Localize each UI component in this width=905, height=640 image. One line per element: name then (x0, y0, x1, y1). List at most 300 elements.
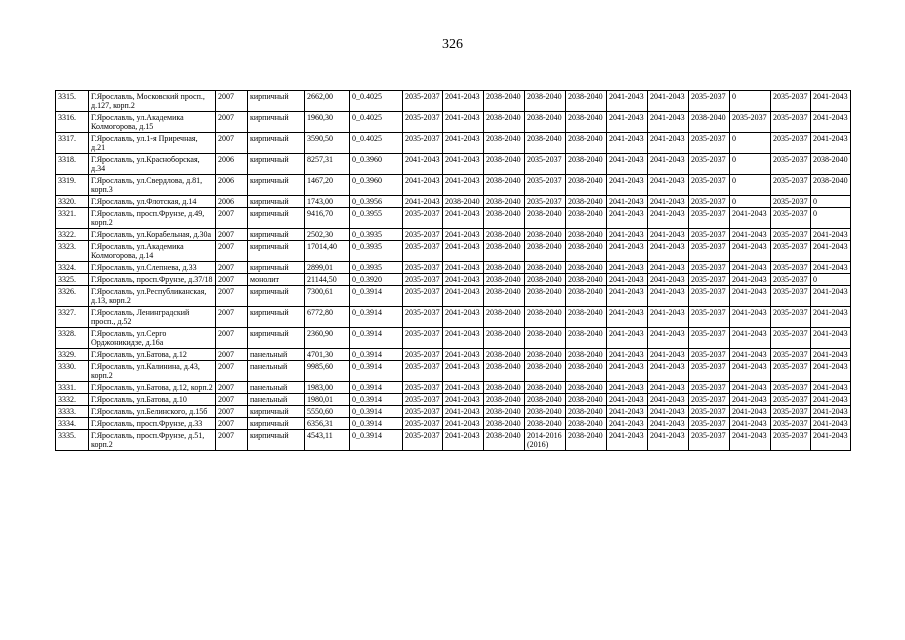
period-cell: 2041-2043 (403, 196, 443, 208)
coefficient-cell: 0_0.3935 (350, 262, 403, 274)
address-cell: Г.Ярославль, ул.Белинского, д.15б (89, 406, 216, 418)
period-cell: 2035-2037 (689, 154, 730, 175)
coefficient-cell: 0_0.3920 (350, 274, 403, 286)
period-cell: 2038-2040 (525, 91, 566, 112)
period-cell: 2041-2043 (648, 361, 689, 382)
wall-material-cell: кирпичный (248, 430, 305, 451)
period-cell: 2041-2043 (811, 91, 851, 112)
period-cell: 2038-2040 (484, 418, 525, 430)
table-row (56, 286, 851, 307)
period-cell: 2041-2043 (811, 307, 851, 328)
period-cell: 2038-2040 (484, 112, 525, 133)
period-cell: 2038-2040 (525, 394, 566, 406)
year-cell: 2007 (216, 208, 248, 229)
period-cell: 2041-2043 (607, 175, 648, 196)
row-number-cell: 3333. (56, 406, 89, 418)
period-cell: 2038-2040 (566, 154, 607, 175)
row-number-cell: 3326. (56, 286, 89, 307)
period-cell: 2041-2043 (730, 349, 771, 361)
period-cell: 2041-2043 (648, 208, 689, 229)
period-cell: 2038-2040 (484, 274, 525, 286)
period-cell: 2041-2043 (443, 430, 484, 451)
period-cell: 2041-2043 (443, 361, 484, 382)
address-cell: Г.Ярославль, Ленинградский просп., д.52 (89, 307, 216, 328)
period-cell: 0 (730, 91, 771, 112)
period-cell: 2041-2043 (443, 349, 484, 361)
address-cell: Г.Ярославль, ул.Республиканская, д.13, корп.2 (89, 286, 216, 307)
period-cell: 2035-2037 (403, 112, 443, 133)
wall-material-cell: кирпичный (248, 208, 305, 229)
year-cell: 2006 (216, 154, 248, 175)
period-cell: 2035-2037 (771, 196, 811, 208)
period-cell: 2041-2043 (443, 262, 484, 274)
period-cell: 2041-2043 (811, 262, 851, 274)
period-cell: 2035-2037 (771, 406, 811, 418)
period-cell: 2038-2040 (566, 196, 607, 208)
table-row (56, 394, 851, 406)
period-cell: 2035-2037 (689, 406, 730, 418)
wall-material-cell: кирпичный (248, 175, 305, 196)
period-cell: 2041-2043 (607, 133, 648, 154)
period-cell: 2035-2037 (403, 241, 443, 262)
wall-material-cell: монолит (248, 274, 305, 286)
area-cell: 5550,60 (305, 406, 350, 418)
year-cell: 2007 (216, 112, 248, 133)
period-cell: 2041-2043 (607, 418, 648, 430)
wall-material-cell: кирпичный (248, 241, 305, 262)
wall-material-cell: кирпичный (248, 328, 305, 349)
wall-material-cell: кирпичный (248, 307, 305, 328)
period-cell: 2035-2037 (771, 382, 811, 394)
period-cell: 2035-2037 (771, 262, 811, 274)
period-cell: 2041-2043 (607, 307, 648, 328)
period-cell: 2038-2040 (566, 91, 607, 112)
period-cell: 2038-2040 (525, 133, 566, 154)
row-number-cell: 3330. (56, 361, 89, 382)
period-cell: 2038-2040 (484, 361, 525, 382)
period-cell: 2041-2043 (443, 229, 484, 241)
row-number-cell: 3317. (56, 133, 89, 154)
period-cell: 2035-2037 (525, 196, 566, 208)
area-cell: 6772,80 (305, 307, 350, 328)
area-cell: 3590,50 (305, 133, 350, 154)
year-cell: 2006 (216, 196, 248, 208)
period-cell: 2038-2040 (566, 274, 607, 286)
row-number-cell: 3315. (56, 91, 89, 112)
period-cell: 2041-2043 (730, 394, 771, 406)
table-row (56, 154, 851, 175)
wall-material-cell: кирпичный (248, 262, 305, 274)
period-cell: 2041-2043 (730, 361, 771, 382)
area-cell: 1960,30 (305, 112, 350, 133)
period-cell: 2041-2043 (811, 286, 851, 307)
period-cell: 2035-2037 (689, 241, 730, 262)
period-cell: 2041-2043 (730, 430, 771, 451)
period-cell: 2038-2040 (566, 328, 607, 349)
table-row (56, 274, 851, 286)
coefficient-cell: 0_0.3914 (350, 307, 403, 328)
period-cell: 2035-2037 (689, 175, 730, 196)
period-cell: 2038-2040 (484, 175, 525, 196)
period-cell: 2041-2043 (730, 241, 771, 262)
period-cell: 2041-2043 (730, 262, 771, 274)
period-cell: 2041-2043 (607, 361, 648, 382)
period-cell: 2041-2043 (607, 241, 648, 262)
area-cell: 9416,70 (305, 208, 350, 229)
period-cell: 2041-2043 (730, 286, 771, 307)
area-cell: 2360,90 (305, 328, 350, 349)
period-cell: 2035-2037 (689, 133, 730, 154)
period-cell: 2035-2037 (689, 91, 730, 112)
period-cell: 2041-2043 (648, 112, 689, 133)
period-cell: 2035-2037 (771, 430, 811, 451)
period-cell: 2041-2043 (443, 154, 484, 175)
coefficient-cell: 0_0.3935 (350, 241, 403, 262)
period-cell: 2041-2043 (811, 394, 851, 406)
period-cell: 2035-2037 (689, 229, 730, 241)
period-cell: 2041-2043 (443, 406, 484, 418)
address-cell: Г.Ярославль, ул.Батова, д.10 (89, 394, 216, 406)
wall-material-cell: кирпичный (248, 406, 305, 418)
period-cell: 2041-2043 (607, 406, 648, 418)
coefficient-cell: 0_0.3935 (350, 229, 403, 241)
period-cell: 2038-2040 (525, 262, 566, 274)
period-cell: 2038-2040 (525, 307, 566, 328)
period-cell: 2038-2040 (566, 133, 607, 154)
period-cell: 2035-2037 (771, 208, 811, 229)
period-cell: 2038-2040 (484, 208, 525, 229)
period-cell: 2041-2043 (730, 274, 771, 286)
period-cell: 2041-2043 (648, 91, 689, 112)
row-number-cell: 3321. (56, 208, 89, 229)
area-cell: 17014,40 (305, 241, 350, 262)
period-cell: 2041-2043 (607, 262, 648, 274)
area-cell: 21144,50 (305, 274, 350, 286)
wall-material-cell: панельный (248, 361, 305, 382)
year-cell: 2007 (216, 241, 248, 262)
period-cell: 2041-2043 (443, 175, 484, 196)
period-cell: 2041-2043 (607, 394, 648, 406)
period-cell: 2038-2040 (525, 208, 566, 229)
period-cell: 2038-2040 (566, 406, 607, 418)
period-cell: 2041-2043 (648, 418, 689, 430)
coefficient-cell: 0_0.4025 (350, 133, 403, 154)
area-cell: 1467,20 (305, 175, 350, 196)
wall-material-cell: кирпичный (248, 91, 305, 112)
period-cell: 2041-2043 (730, 382, 771, 394)
period-cell: 2041-2043 (607, 154, 648, 175)
period-cell: 2038-2040 (484, 307, 525, 328)
period-cell: 2038-2040 (811, 175, 851, 196)
address-cell: Г.Ярославль, просп.Фрунзе, д.37/18 (89, 274, 216, 286)
period-cell: 2038-2040 (689, 112, 730, 133)
address-cell: Г.Ярославль, ул.Батова, д.12, корп.2 (89, 382, 216, 394)
period-cell: 2041-2043 (648, 274, 689, 286)
period-cell: 2035-2037 (403, 286, 443, 307)
period-cell: 2035-2037 (771, 229, 811, 241)
table-row (56, 430, 851, 451)
coefficient-cell: 0_0.3914 (350, 286, 403, 307)
period-cell: 2035-2037 (689, 196, 730, 208)
period-cell: 2035-2037 (771, 91, 811, 112)
row-number-cell: 3319. (56, 175, 89, 196)
coefficient-cell: 0_0.4025 (350, 91, 403, 112)
period-cell: 2035-2037 (689, 262, 730, 274)
period-cell: 2038-2040 (484, 229, 525, 241)
period-cell: 2041-2043 (811, 229, 851, 241)
period-cell: 2041-2043 (607, 208, 648, 229)
coefficient-cell: 0_0.3914 (350, 349, 403, 361)
period-cell: 2038-2040 (525, 229, 566, 241)
buildings-table (55, 90, 851, 451)
period-cell: 0 (730, 154, 771, 175)
period-cell: 2041-2043 (648, 286, 689, 307)
period-cell: 2041-2043 (607, 229, 648, 241)
wall-material-cell: кирпичный (248, 229, 305, 241)
period-cell: 2035-2037 (403, 133, 443, 154)
period-cell: 2041-2043 (811, 349, 851, 361)
row-number-cell: 3335. (56, 430, 89, 451)
period-cell: 2041-2043 (607, 112, 648, 133)
period-cell: 2035-2037 (403, 328, 443, 349)
period-cell: 2038-2040 (566, 430, 607, 451)
period-cell: 2035-2037 (689, 208, 730, 229)
period-cell: 2038-2040 (484, 382, 525, 394)
period-cell: 2041-2043 (607, 91, 648, 112)
period-cell: 2041-2043 (648, 394, 689, 406)
period-cell: 2038-2040 (484, 286, 525, 307)
period-cell: 2038-2040 (443, 196, 484, 208)
address-cell: Г.Ярославль, ул.Калинина, д.43, корп.2 (89, 361, 216, 382)
period-cell: 2041-2043 (811, 406, 851, 418)
table-row (56, 241, 851, 262)
period-cell: 2041-2043 (648, 241, 689, 262)
table-row (56, 175, 851, 196)
period-cell: 2035-2037 (403, 91, 443, 112)
period-cell: 2038-2040 (566, 394, 607, 406)
period-cell: 2041-2043 (607, 349, 648, 361)
row-number-cell: 3323. (56, 241, 89, 262)
period-cell: 2035-2037 (689, 430, 730, 451)
period-cell: 2035-2037 (689, 328, 730, 349)
period-cell: 2041-2043 (443, 91, 484, 112)
period-cell: 2035-2037 (771, 112, 811, 133)
period-cell: 2035-2037 (771, 328, 811, 349)
year-cell: 2007 (216, 307, 248, 328)
period-cell: 2041-2043 (443, 274, 484, 286)
period-cell: 2041-2043 (443, 307, 484, 328)
period-cell: 2041-2043 (811, 418, 851, 430)
period-cell: 2038-2040 (484, 196, 525, 208)
period-cell: 2035-2037 (403, 274, 443, 286)
period-cell: 2038-2040 (484, 430, 525, 451)
period-cell: 2038-2040 (566, 229, 607, 241)
area-cell: 8257,31 (305, 154, 350, 175)
table-row (56, 196, 851, 208)
address-cell: Г.Ярославль, просп.Фрунзе, д.51, корп.2 (89, 430, 216, 451)
period-cell: 2038-2040 (566, 208, 607, 229)
period-cell: 2038-2040 (484, 133, 525, 154)
period-cell: 2038-2040 (525, 349, 566, 361)
period-cell: 2035-2037 (525, 154, 566, 175)
address-cell: Г.Ярославль, ул.Флотская, д.14 (89, 196, 216, 208)
coefficient-cell: 0_0.3914 (350, 361, 403, 382)
period-cell: 2041-2043 (811, 133, 851, 154)
table-row (56, 91, 851, 112)
period-cell: 2041-2043 (443, 382, 484, 394)
coefficient-cell: 0_0.3914 (350, 430, 403, 451)
row-number-cell: 3324. (56, 262, 89, 274)
area-cell: 7300,61 (305, 286, 350, 307)
wall-material-cell: кирпичный (248, 154, 305, 175)
period-cell: 2035-2037 (403, 418, 443, 430)
period-cell: 2041-2043 (443, 394, 484, 406)
row-number-cell: 3331. (56, 382, 89, 394)
year-cell: 2007 (216, 430, 248, 451)
period-cell: 2038-2040 (525, 286, 566, 307)
year-cell: 2007 (216, 382, 248, 394)
area-cell: 9985,60 (305, 361, 350, 382)
period-cell: 0 (730, 133, 771, 154)
page-number: 326 (442, 37, 463, 52)
row-number-cell: 3328. (56, 328, 89, 349)
period-cell: 2035-2037 (689, 307, 730, 328)
period-cell: 2038-2040 (566, 175, 607, 196)
period-cell: 2041-2043 (648, 307, 689, 328)
period-cell: 0 (811, 196, 851, 208)
table-row (56, 418, 851, 430)
period-cell: 2041-2043 (648, 175, 689, 196)
period-cell: 2035-2037 (771, 286, 811, 307)
period-cell: 2035-2037 (403, 382, 443, 394)
period-cell: 2041-2043 (607, 274, 648, 286)
period-cell: 2035-2037 (403, 208, 443, 229)
coefficient-cell: 0_0.3960 (350, 154, 403, 175)
period-cell: 2038-2040 (525, 382, 566, 394)
year-cell: 2007 (216, 286, 248, 307)
row-number-cell: 3329. (56, 349, 89, 361)
period-cell: 2038-2040 (525, 112, 566, 133)
address-cell: Г.Ярославль, ул.Слепнева, д.33 (89, 262, 216, 274)
period-cell: 2041-2043 (648, 154, 689, 175)
coefficient-cell: 0_0.3955 (350, 208, 403, 229)
period-cell: 2041-2043 (648, 196, 689, 208)
period-cell: 2038-2040 (484, 394, 525, 406)
table-row (56, 262, 851, 274)
period-cell: 2035-2037 (689, 418, 730, 430)
period-cell: 2038-2040 (566, 262, 607, 274)
period-cell: 2038-2040 (484, 154, 525, 175)
area-cell: 6356,31 (305, 418, 350, 430)
period-cell: 2041-2043 (648, 382, 689, 394)
period-cell: 2038-2040 (525, 274, 566, 286)
period-cell: 2041-2043 (811, 328, 851, 349)
period-cell: 2035-2037 (403, 229, 443, 241)
coefficient-cell: 0_0.3914 (350, 418, 403, 430)
table-row (56, 349, 851, 361)
area-cell: 4543,11 (305, 430, 350, 451)
period-cell: 2038-2040 (525, 241, 566, 262)
period-cell: 2035-2037 (689, 382, 730, 394)
period-cell: 2038-2040 (566, 307, 607, 328)
table-row (56, 382, 851, 394)
period-cell: 2041-2043 (811, 430, 851, 451)
period-cell: 2035-2037 (689, 286, 730, 307)
period-cell: 2035-2037 (403, 349, 443, 361)
period-cell: 2041-2043 (811, 112, 851, 133)
period-cell: 2035-2037 (771, 418, 811, 430)
period-cell: 2041-2043 (648, 262, 689, 274)
address-cell: Г.Ярославль, просп.Фрунзе, д.49, корп.2 (89, 208, 216, 229)
wall-material-cell: панельный (248, 382, 305, 394)
period-cell: 2041-2043 (403, 175, 443, 196)
period-cell: 2035-2037 (689, 349, 730, 361)
wall-material-cell: кирпичный (248, 418, 305, 430)
period-cell: 2041-2043 (443, 208, 484, 229)
coefficient-cell: 0_0.3914 (350, 328, 403, 349)
wall-material-cell: кирпичный (248, 133, 305, 154)
year-cell: 2007 (216, 91, 248, 112)
period-cell: 2035-2037 (403, 394, 443, 406)
period-cell: 2038-2040 (566, 241, 607, 262)
address-cell: Г.Ярославль, ул.1-я Приречная, д.21 (89, 133, 216, 154)
year-cell: 2006 (216, 175, 248, 196)
period-cell: 2041-2043 (811, 361, 851, 382)
period-cell: 2035-2037 (403, 307, 443, 328)
table-row (56, 406, 851, 418)
wall-material-cell: панельный (248, 394, 305, 406)
year-cell: 2007 (216, 274, 248, 286)
period-cell: 2041-2043 (730, 328, 771, 349)
period-cell: 2035-2037 (771, 361, 811, 382)
table-row (56, 208, 851, 229)
period-cell: 2041-2043 (443, 286, 484, 307)
address-cell: Г.Ярославль, ул.Академика Колмогорова, д.15 (89, 112, 216, 133)
period-cell: 2041-2043 (443, 112, 484, 133)
period-cell: 2035-2037 (771, 394, 811, 406)
period-cell: 2038-2040 (525, 328, 566, 349)
wall-material-cell: панельный (248, 349, 305, 361)
period-cell: 2038-2040 (566, 286, 607, 307)
period-cell: 2041-2043 (730, 406, 771, 418)
wall-material-cell: кирпичный (248, 286, 305, 307)
row-number-cell: 3322. (56, 229, 89, 241)
period-cell: 0 (811, 274, 851, 286)
period-cell: 2014-2016 (2016) (525, 430, 566, 451)
year-cell: 2007 (216, 229, 248, 241)
table-row (56, 328, 851, 349)
wall-material-cell: кирпичный (248, 196, 305, 208)
year-cell: 2007 (216, 418, 248, 430)
period-cell: 2035-2037 (403, 406, 443, 418)
period-cell: 2038-2040 (566, 361, 607, 382)
area-cell: 1743,00 (305, 196, 350, 208)
area-cell: 1980,01 (305, 394, 350, 406)
period-cell: 2038-2040 (484, 91, 525, 112)
coefficient-cell: 0_0.3914 (350, 382, 403, 394)
area-cell: 2502,30 (305, 229, 350, 241)
period-cell: 2038-2040 (566, 382, 607, 394)
period-cell: 2038-2040 (484, 241, 525, 262)
period-cell: 2041-2043 (443, 328, 484, 349)
table-row (56, 361, 851, 382)
period-cell: 2041-2043 (730, 208, 771, 229)
area-cell: 2899,01 (305, 262, 350, 274)
period-cell: 2041-2043 (730, 229, 771, 241)
coefficient-cell: 0_0.3914 (350, 406, 403, 418)
period-cell: 2038-2040 (566, 349, 607, 361)
period-cell: 2035-2037 (689, 274, 730, 286)
